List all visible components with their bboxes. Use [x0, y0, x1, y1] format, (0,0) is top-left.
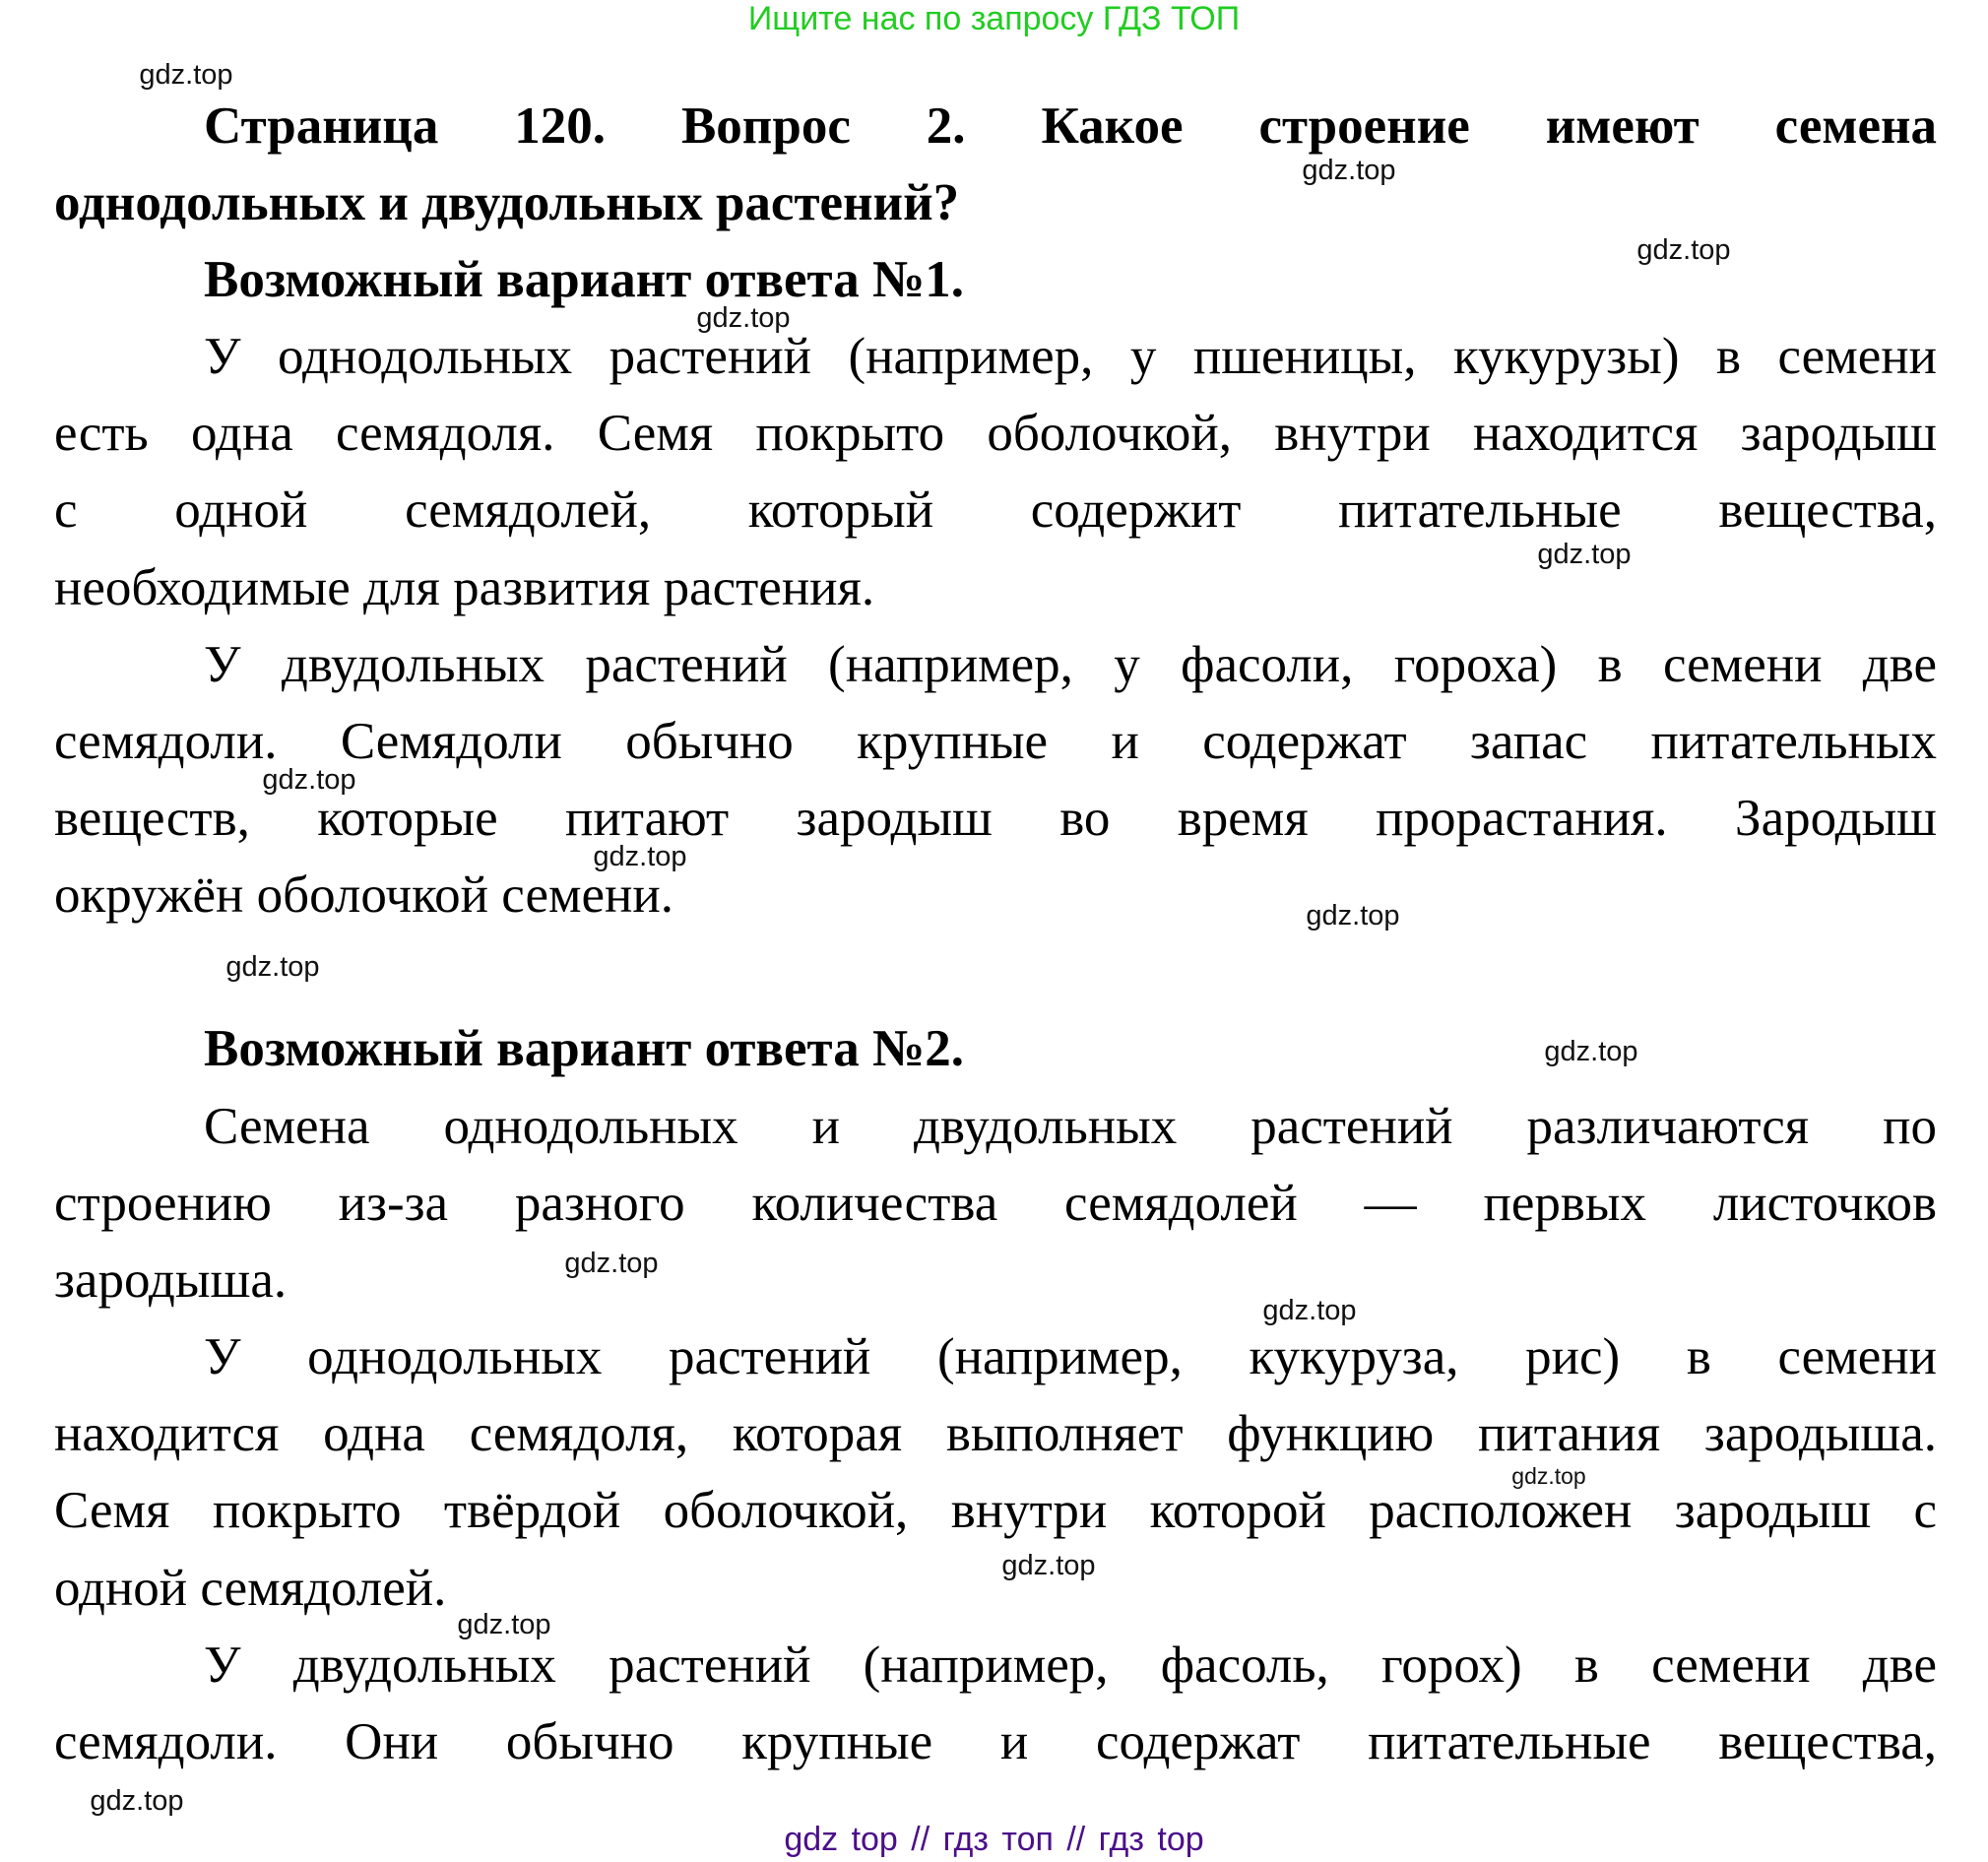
watermark: gdz.top — [1262, 1295, 1357, 1326]
watermark: gdz.top — [1306, 900, 1400, 931]
answer-1-title: Возможный вариант ответа №1. — [204, 251, 964, 308]
answer-2-line: У однодольных растений (например, кукуруза, рис) в семени — [204, 1328, 1937, 1385]
answer-1-line: семядоли. Семядоли обычно крупные и содержат запас питательных — [54, 713, 1937, 770]
answer-1-line: есть одна семядоля. Семя покрыто оболочкой, внутри находится зародыш — [54, 405, 1937, 462]
watermark: gdz.top — [1001, 1550, 1096, 1581]
answer-1-line: веществ, которые питают зародыш во время прорастания. Зародыш — [54, 790, 1937, 847]
answer-2-line: Семя покрыто твёрдой оболочкой, внутри которой расположен зародыш с — [54, 1482, 1937, 1539]
answer-2-line: У двудольных растений (например, фасоль, горох) в семени две — [204, 1637, 1937, 1694]
watermark: gdz.top — [696, 302, 791, 334]
answer-1-line: необходимые для развития растения. — [54, 559, 875, 616]
answer-2-line: одной семядолей. — [54, 1560, 447, 1617]
watermark: gdz.top — [262, 764, 356, 796]
watermark: gdz.top — [1636, 234, 1731, 266]
watermark: gdz.top — [1511, 1463, 1586, 1489]
answer-2-line: строению из-за разного количества семядолей — первых листочков — [54, 1175, 1937, 1232]
search-banner: Ищите нас по запросу ГДЗ ТОП — [747, 0, 1241, 37]
watermark: gdz.top — [593, 841, 687, 872]
question-heading-line-2: однодольных и двудольных растений? — [54, 174, 960, 231]
answer-2-line: семядоли. Они обычно крупные и содержат питательные вещества, — [54, 1713, 1937, 1770]
watermark: gdz.top — [1537, 539, 1632, 570]
watermark: gdz.top — [1302, 155, 1396, 186]
answer-1-line: У однодольных растений (например, у пшеницы, кукурузы) в семени — [204, 328, 1937, 385]
answer-2-line: зародыша. — [54, 1252, 288, 1309]
watermark: gdz.top — [564, 1248, 659, 1279]
answer-2-title: Возможный вариант ответа №2. — [204, 1020, 964, 1077]
watermark: gdz.top — [457, 1609, 551, 1640]
answer-1-line: окружён оболочкой семени. — [54, 867, 674, 924]
footer-links: gdz top // гдз топ // гдз top — [784, 1821, 1204, 1858]
answer-2-line: Семена однодольных и двудольных растений различаются по — [204, 1098, 1937, 1155]
watermark: gdz.top — [90, 1785, 184, 1817]
watermark: gdz.top — [1544, 1036, 1638, 1067]
answer-1-line: с одной семядолей, который содержит питательные вещества, — [54, 482, 1937, 539]
answer-1-line: У двудольных растений (например, у фасоли, гороха) в семени две — [204, 636, 1937, 693]
question-heading-line-1: Страница 120. Вопрос 2. Какое строение имеют семена — [204, 97, 1937, 155]
answer-2-line: находится одна семядоля, которая выполняет функцию питания зародыша. — [54, 1405, 1937, 1462]
watermark: gdz.top — [225, 951, 320, 983]
watermark: gdz.top — [139, 59, 233, 91]
